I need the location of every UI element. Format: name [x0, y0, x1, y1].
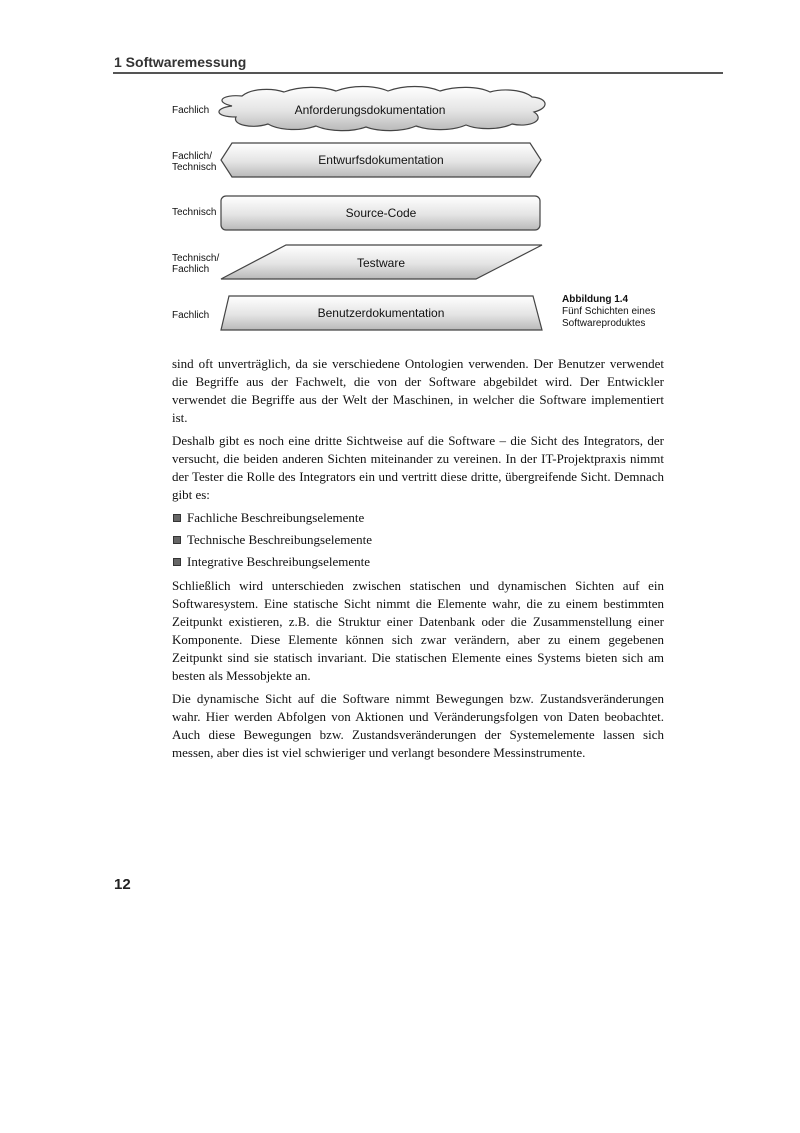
layer-4-label-line2: Fachlich [172, 264, 210, 275]
square-bullet-icon [173, 558, 181, 566]
list-item-text: Fachliche Beschreibungselemente [187, 510, 365, 525]
layer-1-text: Anforderungsdokumentation [294, 103, 446, 117]
list-item [172, 553, 664, 571]
layer-4-label-line1: Technisch/ [172, 253, 220, 264]
caption-title: Abbildung 1.4 [562, 294, 629, 305]
layer-5-text: Benutzerdokumentation [317, 306, 445, 320]
list-item [172, 531, 664, 549]
layer-4-text: Testware [356, 256, 406, 270]
paragraph-4: Die dynamische Sicht auf die Software nimmt Bewegungen bzw. Zustandsveränderungen wahr. Hier werden Abfolgen von Aktionen und Veränderungsfolgen von Daten beobachtet. Auch diese Bewegungen bzw. Zustandsveränderungen der Systemelemente lassen sich messen, aber dies ist viel schwieriger und verlangt besondere Messinstrumente. [172, 691, 664, 760]
layer-3-label: Technisch [172, 207, 217, 218]
list-item-text: Integrative Beschreibungselemente [187, 554, 371, 569]
running-header: 1 Softwaremessung [114, 54, 247, 70]
caption-text: Fünf Schichten eines Softwareproduktes [562, 306, 656, 329]
bullet-list [172, 509, 664, 571]
page-number: 12 [114, 876, 131, 893]
list-item-text: Technische Beschreibungselemente [187, 532, 372, 547]
layer-1-label: Fachlich [172, 105, 210, 116]
paragraph-3: Schließlich wird unterschieden zwischen statischen und dynamischen Sichten auf ein Softwaresystem. Eine statische Sicht nimmt die Elemente wahr, die zu einem bestimmten Zeitpunkt existieren, z.B. die Struktur einer Datenbank oder die Zusammenstellung einer Komponente. Diese Elemente können sich zwar verändern, aber zu einem gegebenen Zeitpunkt sind sie statisch invariant. Die statischen Elemente eines Systems bieten sich am besten als Messobjekte an. [172, 578, 664, 683]
layer-2-label-line1: Fachlich/ [172, 151, 213, 162]
list-item [172, 509, 664, 527]
body-text [172, 355, 664, 767]
figure-caption [562, 294, 722, 330]
paragraph-1: sind oft unverträglich, da sie verschiedene Ontologien verwenden. Der Benutzer verwendet die Begriffe aus der Fachwelt, die von der Software abgebildet wird. Der Entwickler verwendet die Begriffe aus der Welt der Maschinen, in welcher die Software implementiert ist. [172, 356, 664, 425]
paragraph-2: Deshalb gibt es noch eine dritte Sichtweise auf die Software – die Sicht des Integrators, der versucht, die beiden anderen Sichten miteinander zu vereinen. In der IT-Projektpraxis nimmt der Tester die Rolle des Integrators ein und vertritt diese dritte, übergreifende Sicht. Demnach gibt es: [172, 433, 664, 502]
layer-2-text: Entwurfsdokumentation [318, 153, 444, 167]
layer-3-text: Source-Code [345, 206, 417, 220]
square-bullet-icon [173, 514, 181, 522]
layer-2-label-line2: Technisch [172, 162, 217, 173]
square-bullet-icon [173, 536, 181, 544]
layer-5-label: Fachlich [172, 310, 210, 321]
